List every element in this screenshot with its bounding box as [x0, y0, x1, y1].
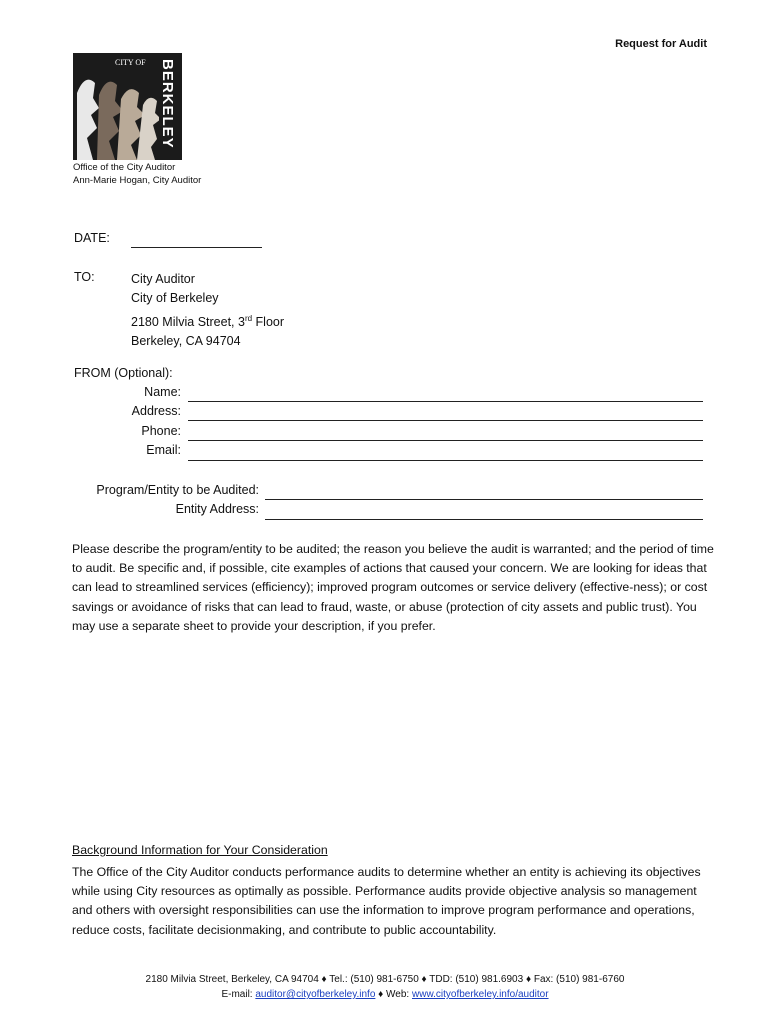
entity-address-field[interactable] [265, 519, 703, 520]
date-field[interactable] [131, 247, 262, 248]
to-line-3: 2180 Milvia Street, 3rd Floor [131, 313, 285, 329]
from-label: FROM (Optional): [74, 366, 173, 380]
entity-address-label: Entity Address: [175, 502, 259, 516]
email-link[interactable]: auditor@cityofberkeley.info [255, 989, 376, 1000]
page-title: Request for Audit [615, 38, 707, 50]
to-line-1: City Auditor [131, 272, 195, 286]
background-paragraph: The Office of the City Auditor conducts performance audits to determine whether an entity is achieving its objectives while using City resources as optimally as possible. Performance audits provide objective analysis so management and others with oversight responsibilities can use the information to improve program performance and operations, reduce costs, facilitate decisionmaking, and contribute to public accountability. [72, 865, 701, 937]
web-link[interactable]: www.cityofberkeley.info/auditor [412, 989, 549, 1000]
to-line-2: City of Berkeley [131, 291, 219, 306]
address-label: Address: [131, 404, 181, 418]
email-label: Email: [146, 443, 181, 457]
to-line-4: Berkeley, CA 94704 [131, 334, 241, 349]
office-line-1: Office of the City Auditor [73, 162, 176, 173]
footer [0, 972, 770, 1002]
date-label: DATE: [74, 231, 110, 245]
address-field[interactable] [188, 420, 703, 421]
phone-label: Phone: [141, 424, 181, 438]
background-heading: Background Information for Your Consideration [72, 843, 328, 857]
program-label: Program/Entity to be Audited: [96, 483, 259, 497]
to-address [131, 270, 284, 351]
logo-name: BERKELEY [159, 59, 176, 149]
instructions-paragraph: Please describe the program/entity to be audited; the reason you believe the audit is warranted; and the period of time to audit. Be specific and, if possible, cite examples of actions that caused your concern. We are looking for ideas that can lead to streamlined services (efficiency); improved program outcomes or service delivery (effective-ness); or cost savings or avoidance of risks that can lead to fraud, waste, or abuse (protection of city assets and public trust). You may use a separate sheet to provide your description, if you prefer. [72, 542, 714, 633]
city-of-berkeley-logo [73, 53, 182, 160]
to-label: TO: [74, 270, 95, 284]
logo-city-of: CITY OF [115, 58, 146, 67]
office-line-2: Ann-Marie Hogan, City Auditor [73, 175, 202, 186]
name-label: Name: [144, 385, 181, 399]
program-field[interactable] [265, 499, 703, 500]
name-field[interactable] [188, 401, 703, 402]
phone-field[interactable] [188, 440, 703, 441]
footer-address: 2180 Milvia Street, Berkeley, CA 94704 ♦ Tel.: (510) 981-6750 ♦ TDD: (510) 981.6903 ♦ Fax: (510) 981-6760 [145, 974, 625, 985]
email-field[interactable] [188, 460, 703, 461]
office-info [73, 161, 201, 187]
footer-contact: E-mail: auditor@cityofberkeley.info ♦ Web: www.cityofberkeley.info/auditor [221, 989, 549, 1000]
